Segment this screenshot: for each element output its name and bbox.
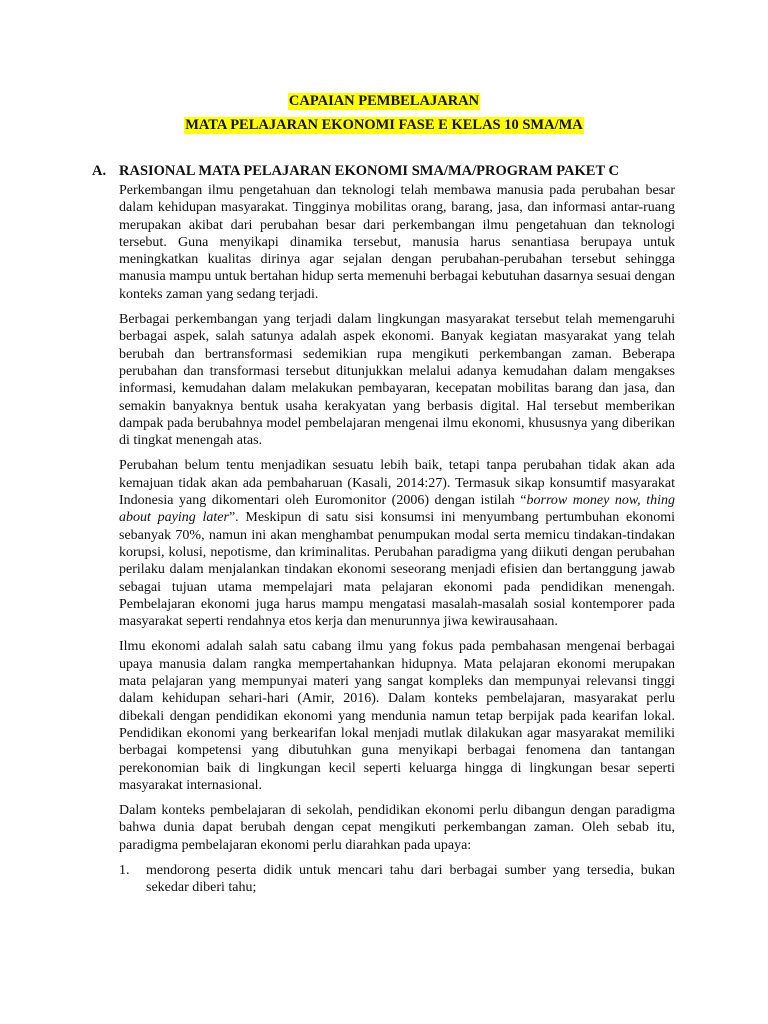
list-item-number: 1. xyxy=(119,862,130,878)
section-body xyxy=(119,182,675,897)
document-subtitle: MATA PELAJARAN EKONOMI FASE E KELAS 10 SMA/MA xyxy=(185,117,583,133)
list-item xyxy=(119,862,675,897)
section-heading xyxy=(92,163,619,180)
paragraph-3-part-2: ”. Meskipun di satu sisi konsumsi ini menyumbang pertumbuhan ekonomi sebanyak 70%, namun ini akan menghambat penumpukan modal serta memicu tindakan-tindakan korupsi, kolusi, nepotisme, dan kriminalitas. Perubahan paradigma yang diikuti dengan perubahan perilaku dalam menjalankan tindakan ekonomi seseorang menjadi efisien dan bertanggung jawab sebagai tujuan utama mempelajari mata pelajaran ekonomi pada pendidikan menengah. Pembelajaran ekonomi juga harus mampu mengatasi masalah-masalah sosial kontemporer pada masyarakat seperti rendahnya etos kerja dan menurunnya jiwa kewirausahaan. xyxy=(119,510,676,630)
title-block-1 xyxy=(0,92,768,110)
section-letter: A. xyxy=(92,163,107,179)
title-block-2 xyxy=(0,116,768,134)
paragraph-4: Ilmu ekonomi adalah salah satu cabang ilmu yang fokus pada pembahasan mengenai berbagai upaya manusia dalam rangka mempertahankan hidupnya. Mata pelajaran ekonomi merupakan mata pelajaran yang mempunyai materi yang sangat kompleks dan mempunyai relevansi tinggi dalam kehidupan sehari-hari (Amir, 2016). Dalam konteks pembelajaran, masyarakat perlu dibekali dengan pendidikan ekonomi yang mendunia namun tetap berpijak pada kearifan lokal. Pendidikan ekonomi yang berkearifan lokal menjadi mutlak dilakukan agar masyarakat memiliki berbagai kompetensi yang dibutuhkan guna menyikapi berbagai fenomena dan tantangan perekonomian baik di lingkungan kecil seperti keluarga hingga di lingkungan besar seperti masyarakat internasional. xyxy=(119,639,675,793)
paragraph-3 xyxy=(119,457,675,630)
paragraph-3-part-1: Perubahan belum tentu menjadikan sesuatu lebih baik, tetapi tanpa perubahan tidak akan ada kemajuan tidak akan ada pembaharuan (Kasali, 2014:27). Termasuk sikap konsumtif masyarakat Indonesia yang dikomentari oleh Euromonitor (2006) dengan istilah “ xyxy=(119,458,675,509)
paragraph-1: Perkembangan ilmu pengetahuan dan teknologi telah membawa manusia pada perubahan besar dalam kehidupan masyarakat. Tingginya mobilitas orang, barang, jasa, dan informasi antar-ruang merupakan akibat dari perubahan besar dari perkembangan ilmu pengetahuan dan teknologi tersebut. Guna menyikapi dinamika tersebut, manusia harus senantiasa berupaya untuk meningkatkan kualitas dirinya agar sejalan dengan perubahan-perubahan tersebut sehingga manusia mampu untuk bertahan hidup serta memenuhi berbagai kebutuhan dasarnya sesuai dengan konteks zaman yang sedang terjadi. xyxy=(119,183,675,302)
section-heading-text: RASIONAL MATA PELAJARAN EKONOMI SMA/MA/PROGRAM PAKET C xyxy=(119,163,619,179)
paragraph-5: Dalam konteks pembelajaran di sekolah, pendidikan ekonomi perlu dibangun dengan paradigma bahwa dunia dapat berubah dengan cepat mengikuti perkembangan zaman. Oleh sebab itu, paradigma pembelajaran ekonomi perlu diarahkan pada upaya: xyxy=(119,803,675,853)
paragraph-3-quote: borrow money now, thing about paying later xyxy=(119,493,675,526)
list-item-text: mendorong peserta didik untuk mencari tahu dari berbagai sumber yang tersedia, bukan sekedar diberi tahu; xyxy=(146,862,675,896)
document-title: CAPAIAN PEMBELAJARAN xyxy=(288,93,480,109)
paragraph-2: Berbagai perkembangan yang terjadi dalam lingkungan masyarakat tersebut telah memengaruhi berbagai aspek, salah satunya adalah aspek ekonomi. Banyak kegiatan masyarakat yang telah berubah dan bertransformasi sedemikian rupa mengikuti perkembangan zaman. Beberapa perubahan dan transformasi tersebut ditunjukkan melalui adanya kemudahan dalam mengakses informasi, kemudahan dalam melakukan pembayaran, kecepatan mobilitas barang dan jasa, dan semakin banyaknya bentuk usaha kerakyatan yang berbasis digital. Hal tersebut memberikan dampak pada berubahnya model pembelajaran mengenai ilmu ekonomi, khususnya yang diberikan di tingkat menengah atas. xyxy=(119,312,675,449)
